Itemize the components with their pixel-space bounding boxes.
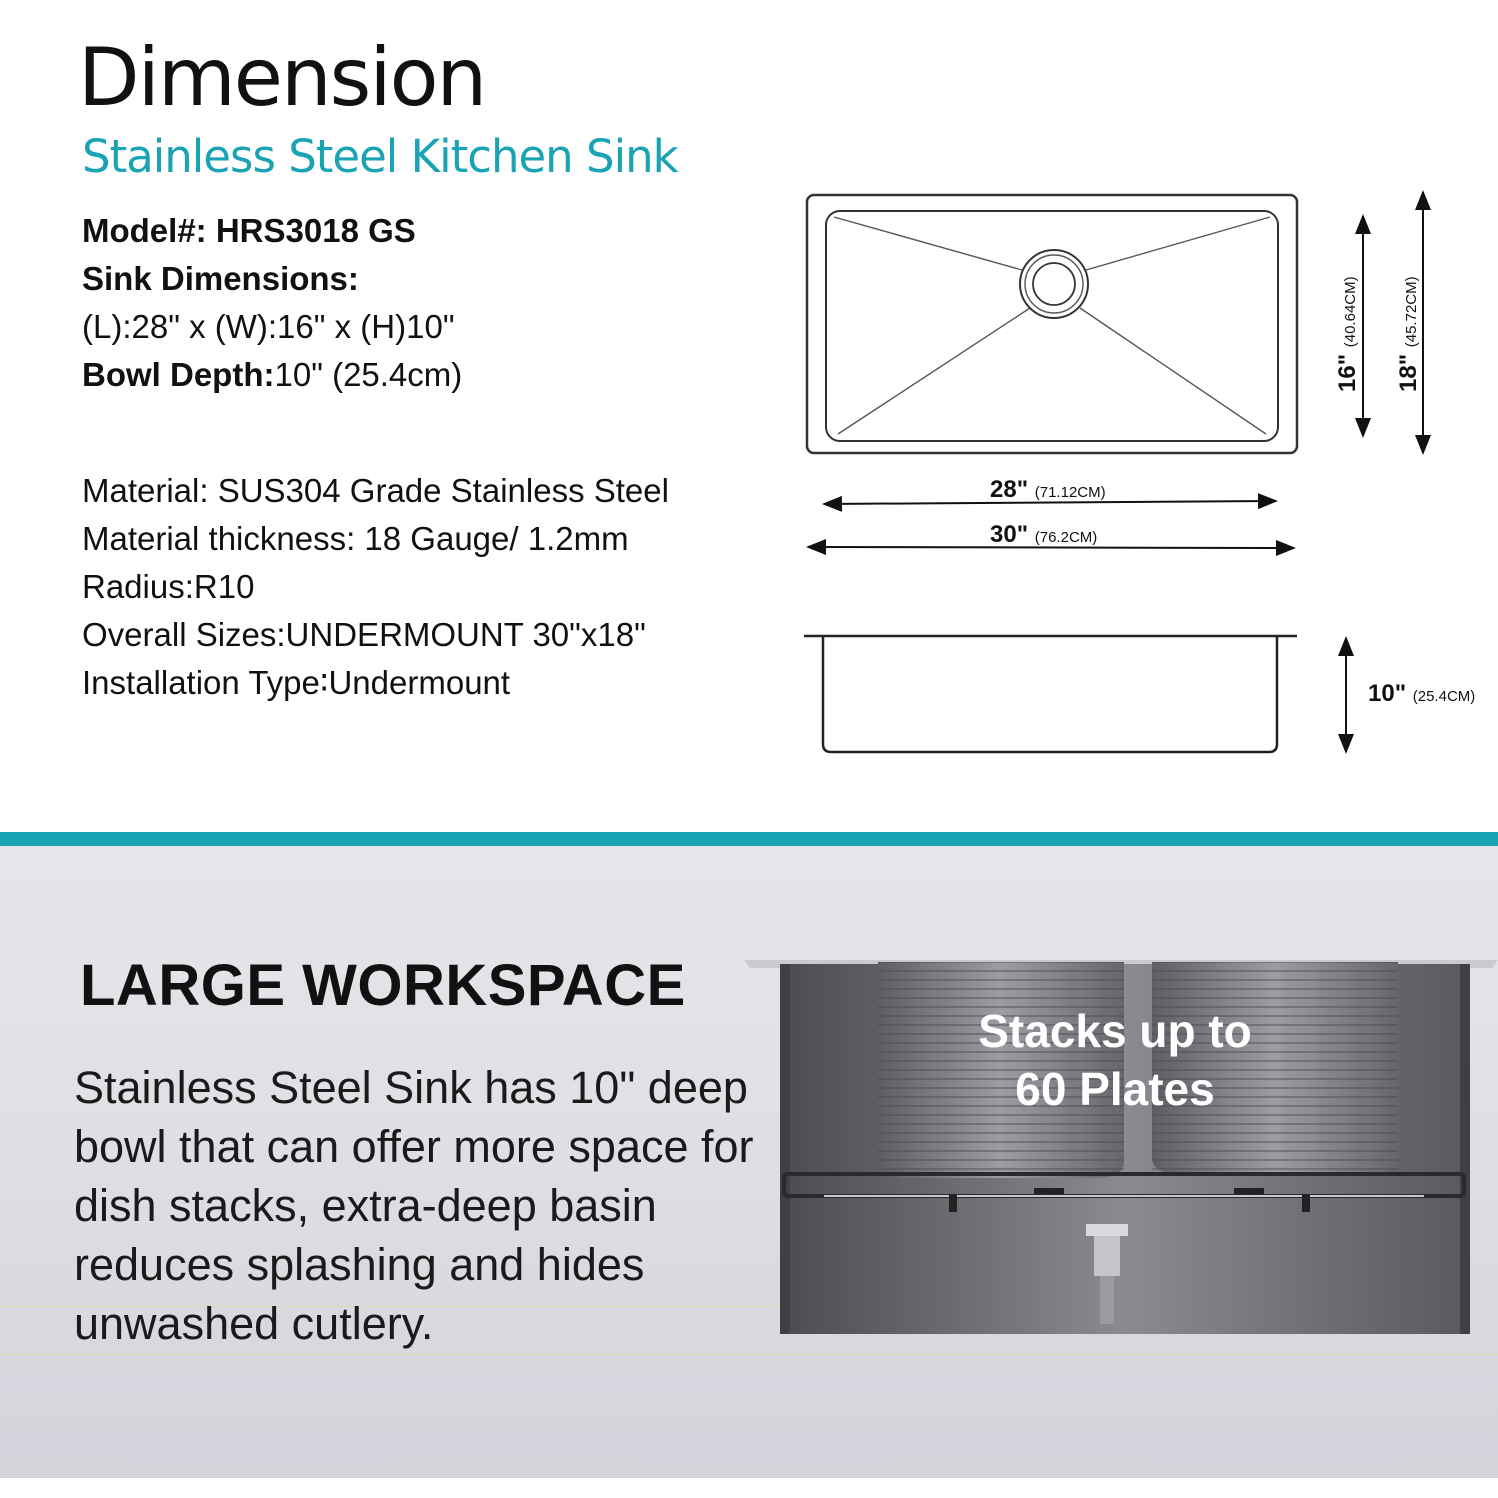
depth-value: 10" xyxy=(1368,680,1407,707)
divider-line-lower xyxy=(0,1354,1498,1355)
inner-length-value: 28" xyxy=(990,476,1029,503)
inner-width-label xyxy=(1334,276,1362,392)
page-title: Dimension xyxy=(78,31,486,124)
inner-length-cm: (71.12CM) xyxy=(1034,484,1106,501)
outer-width-cm: (45.72CM) xyxy=(1403,276,1420,348)
plate-capacity-line2: 60 Plates xyxy=(1015,1063,1215,1115)
spec-radius: Radius:R10 xyxy=(82,568,255,605)
outer-width-value: 18" xyxy=(1395,353,1422,392)
outer-length-label xyxy=(990,521,1097,549)
accent-stripe xyxy=(0,832,1498,846)
inner-length-label xyxy=(990,476,1106,504)
spec-overall-sizes: Overall Sizes:UNDERMOUNT 30"x18" xyxy=(82,616,646,653)
model-label: Model#: xyxy=(82,212,207,249)
spec-sink-dimensions-label xyxy=(82,262,359,295)
plate-capacity-callout xyxy=(940,1002,1290,1118)
outer-length-cm: (76.2CM) xyxy=(1034,529,1098,546)
dimension-diagram xyxy=(790,180,1498,780)
depth-label xyxy=(1368,680,1475,708)
spec-model xyxy=(82,214,416,247)
inner-width-cm: (40.64CM) xyxy=(1342,276,1359,348)
depth-cm: (25.4CM) xyxy=(1412,688,1476,705)
spec-material: Material: SUS304 Grade Stainless Steel xyxy=(82,472,669,509)
bowl-depth-value: 10" (25.4cm) xyxy=(274,356,463,393)
bottom-margin xyxy=(0,1478,1498,1498)
page-subtitle: Stainless Steel Kitchen Sink xyxy=(82,130,678,183)
plate-capacity-line1: Stacks up to xyxy=(978,1005,1252,1057)
outer-width-label xyxy=(1395,276,1423,392)
model-value: HRS3018 GS xyxy=(215,212,416,249)
spec-sink-dimensions-value: (L):28" x (W):16" x (H)10" xyxy=(82,308,455,345)
sink-dimensions-label: Sink Dimensions: xyxy=(82,260,359,297)
workspace-title: LARGE WORKSPACE xyxy=(80,953,686,1018)
outer-length-value: 30" xyxy=(990,521,1029,548)
bowl-depth-label: Bowl Depth: xyxy=(82,356,275,393)
spec-bowl-depth xyxy=(82,358,462,391)
spec-thickness: Material thickness: 18 Gauge/ 1.2mm xyxy=(82,520,629,557)
spec-installation-type: Installation Type∶Undermount xyxy=(82,664,511,701)
inner-width-value: 16" xyxy=(1334,353,1361,392)
workspace-description: Stainless Steel Sink has 10" deep bowl that can offer more space for dish stacks, extra-deep basin reduces splashing and hides unwashed cutlery. xyxy=(74,1062,754,1349)
